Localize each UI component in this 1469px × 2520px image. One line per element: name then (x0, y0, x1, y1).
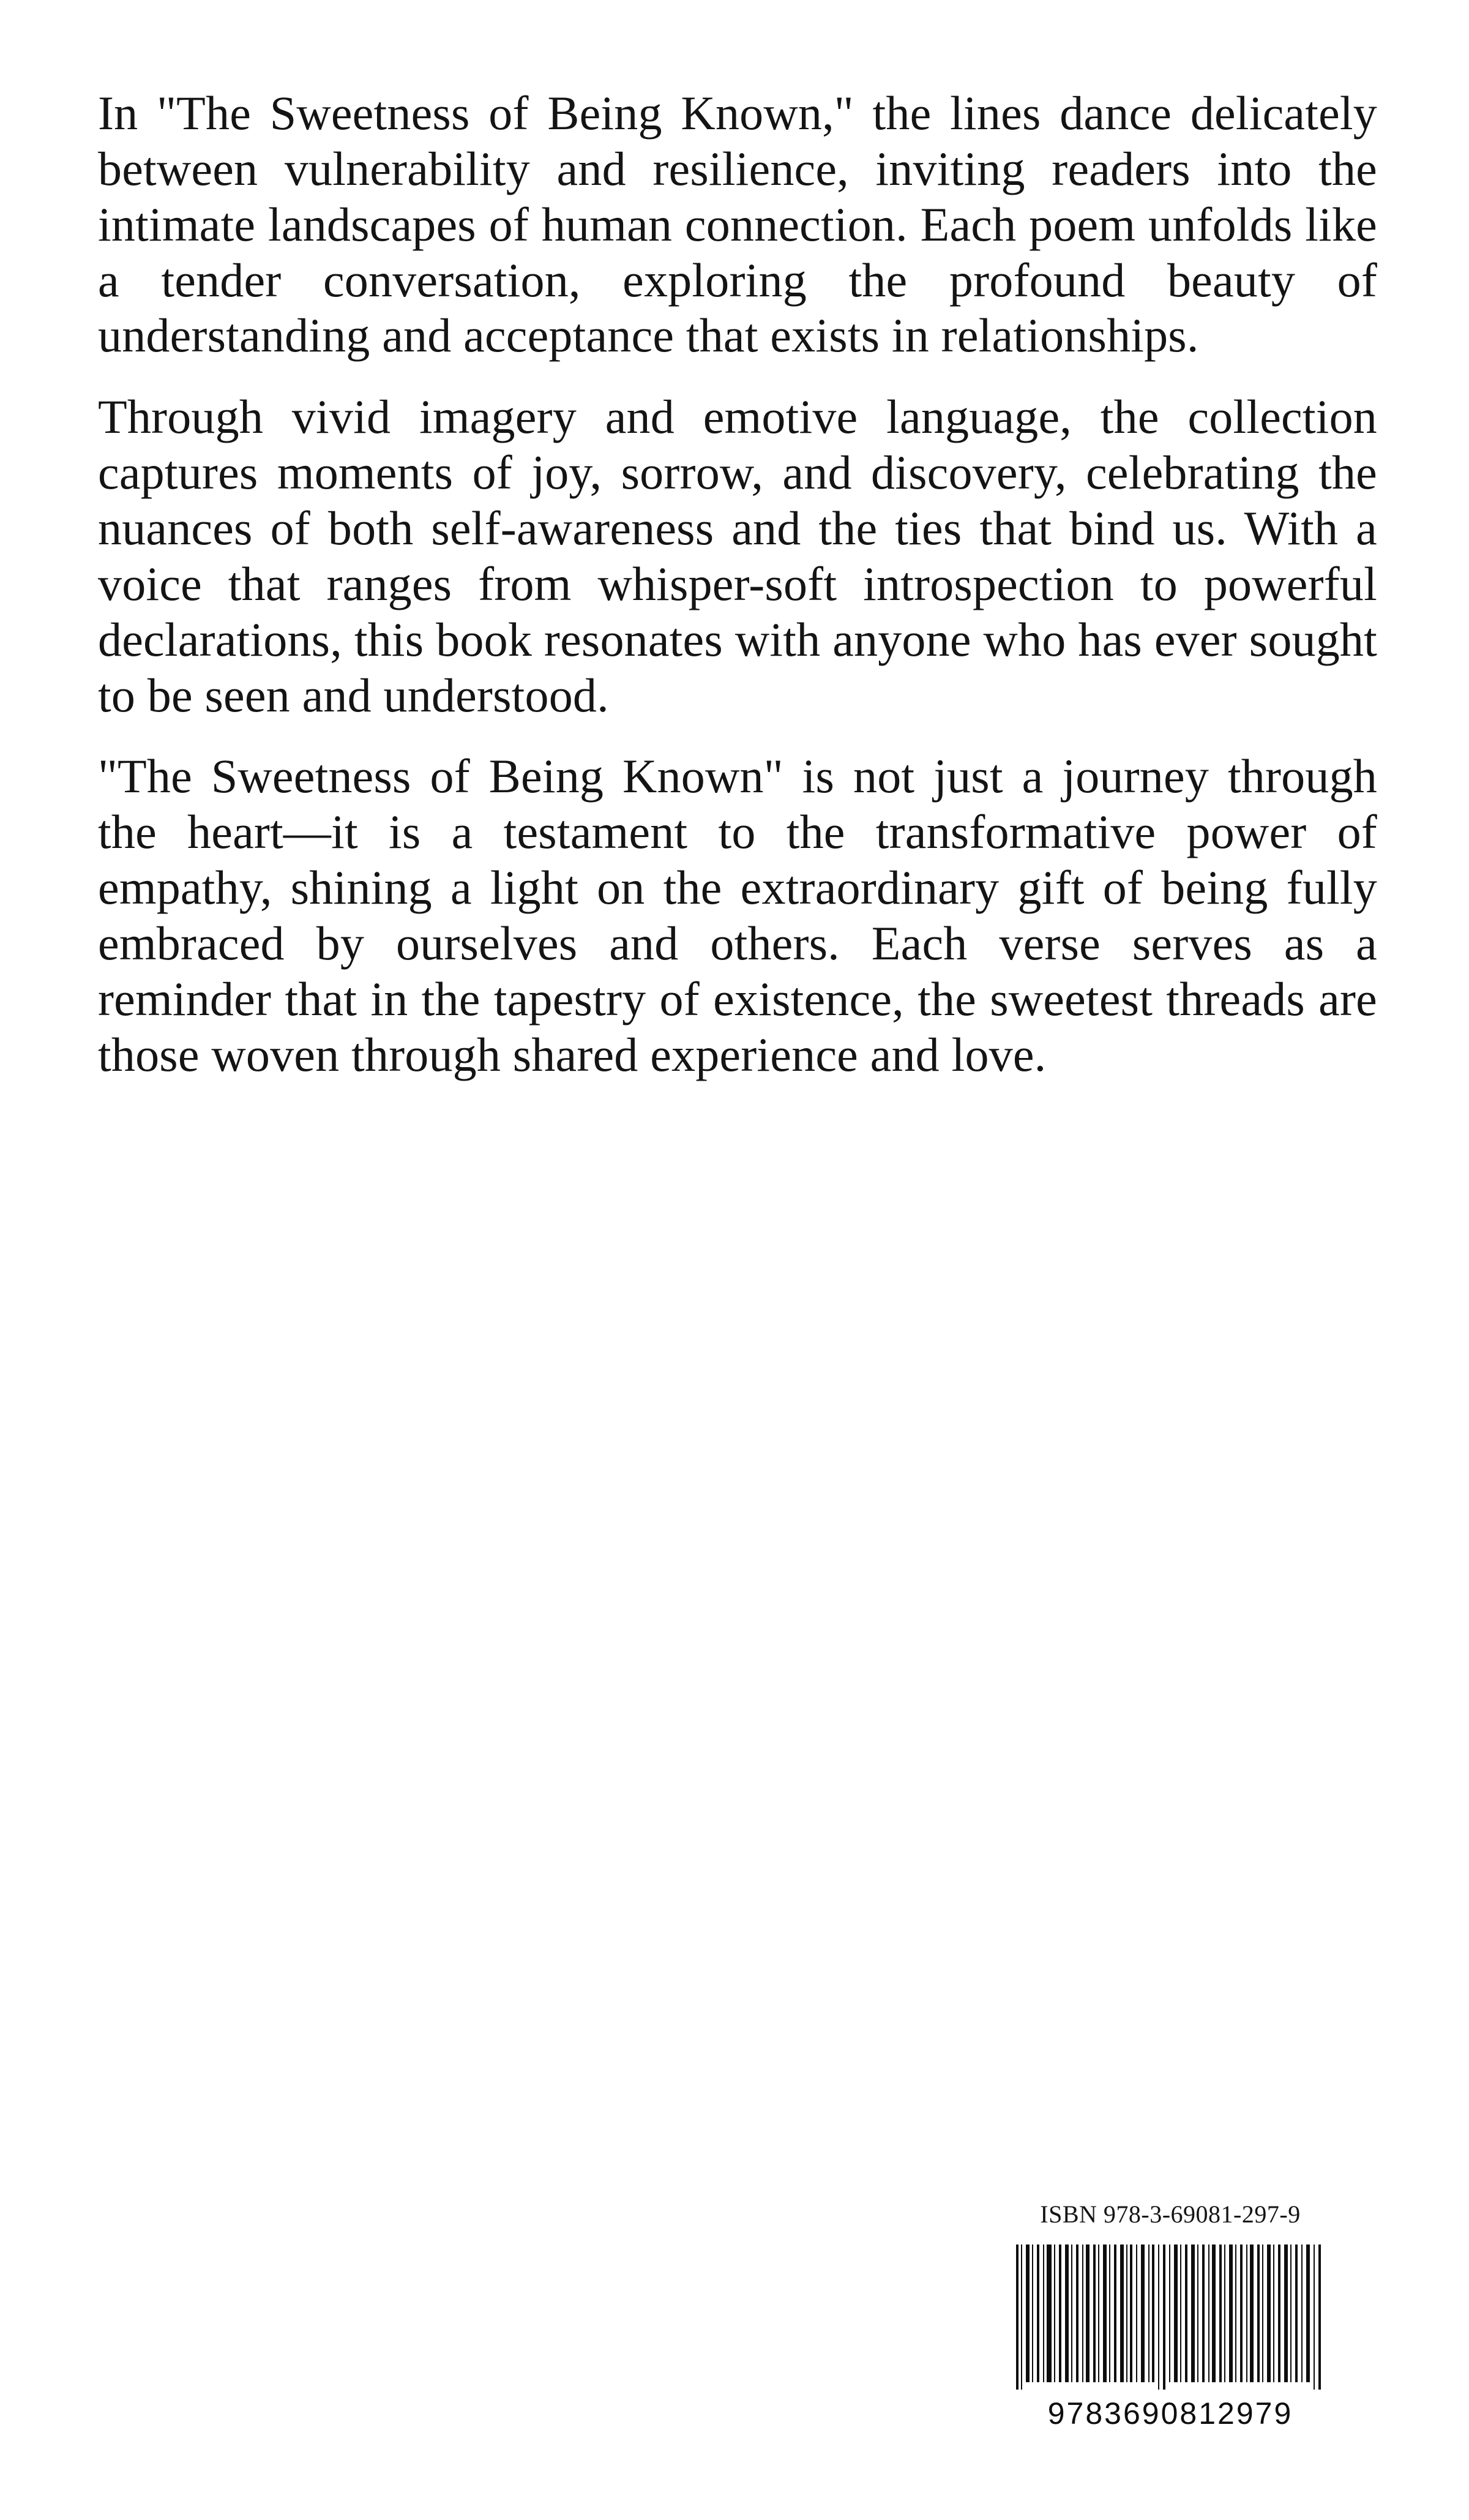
blurb-text-block (98, 86, 1377, 1083)
barcode-number: 9783690812979 (1047, 2396, 1293, 2431)
blurb-paragraph-3: "The Sweetness of Being Known" is not just a journey through the heart—it is a testament to the transformative power of empathy, shining a light on the extraordinary gift of being fully embraced by ourselves and others. Each verse serves as a reminder that in the tapestry of existence, the sweetest threads are those woven through shared experience and love. (98, 749, 1377, 1081)
blurb-paragraph-2: Through vivid imagery and emotive language, the collection captures moments of joy, sorrow, and discovery, celebrating the nuances of both self-awareness and the ties that bind us. With a voice that ranges from whisper-soft introspection to powerful declarations, this book resonates with anyone who has ever sought to be seen and understood. (98, 390, 1377, 722)
isbn-label: ISBN 978-3-69081-297-9 (1040, 2200, 1301, 2228)
barcode-icon (1011, 2242, 1329, 2392)
blurb-paragraph-1: In "The Sweetness of Being Known," the lines dance delicately between vulnerability and resilience, inviting readers into the intimate landscapes of human connection. Each poem unfolds like a tender conversation, exploring the profound beauty of understanding and acceptance that exists in relationships. (98, 86, 1377, 362)
isbn-block (999, 2200, 1342, 2431)
